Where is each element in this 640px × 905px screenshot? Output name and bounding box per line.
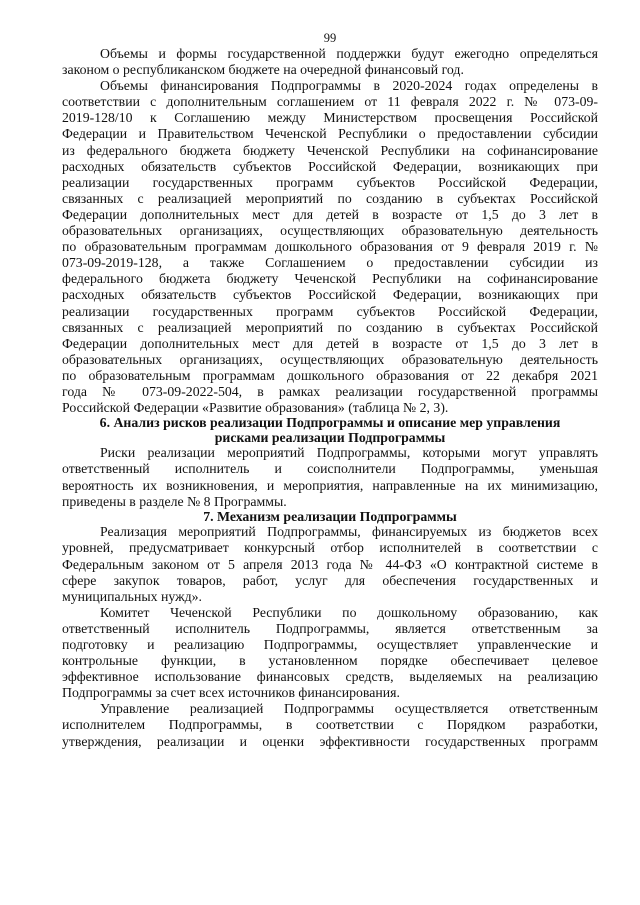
- document-body: [62, 46, 598, 750]
- paragraph-line: ответственный исполнитель и соисполнители Подпрограммы, уменьшая: [62, 461, 598, 477]
- paragraph-line: Риски реализации мероприятий Подпрограммы, которыми могут управлять: [100, 445, 598, 461]
- paragraph-line: реализации государственных программ субъектов Российской Федерации,: [62, 303, 598, 319]
- paragraph-line: уровней, предусматривает конкурсный отбор исполнителей в соответствии с: [62, 540, 598, 556]
- paragraph-line: Реализация мероприятий Подпрограммы, финансируемых из бюджетов всех: [100, 524, 598, 540]
- paragraph-line: связанных с реализацией мероприятий по созданию в субъектах Российской: [62, 190, 598, 206]
- paragraph-line: Федерации дополнительных мест для детей в возрасте от 1,5 до 3 лет в: [62, 335, 598, 351]
- paragraph-line: ответственный исполнитель Подпрограммы, является ответственным за: [62, 620, 598, 636]
- paragraph-line: Объемы финансирования Подпрограммы в 2020-2024 годах определены в: [100, 78, 598, 94]
- paragraph-line: Федерации и Правительством Чеченской Республики о предоставлении субсидии: [62, 126, 598, 142]
- paragraph: [62, 701, 598, 749]
- section-heading: [62, 510, 598, 525]
- paragraph-line: Управление реализацией Подпрограммы осуществляется ответственным: [100, 701, 598, 717]
- paragraph-line: Федеральным законом от 5 апреля 2013 года № 44-ФЗ «О контрактной системе в: [62, 556, 598, 572]
- paragraph-line: реализации государственных программ субъектов Российской Федерации,: [62, 174, 598, 190]
- paragraph: [62, 78, 598, 416]
- paragraph: [62, 524, 598, 604]
- paragraph-line: соответствии с дополнительным соглашением от 11 февраля 2022 г. № 073-09-: [62, 94, 598, 110]
- paragraph: [62, 445, 598, 509]
- paragraph-line: по образовательным программам дошкольного образования от 22 декабря 2021: [62, 367, 598, 383]
- heading-line: рисками реализации Подпрограммы: [214, 429, 446, 445]
- document-page: [62, 30, 598, 750]
- paragraph-line: по образовательным программам дошкольного образования от 9 февраля 2019 г. №: [62, 239, 598, 255]
- paragraph-line: года № 073-09-2022-504, в рамках реализации государственной программы: [62, 383, 598, 399]
- paragraph-line: приведены в разделе № 8 Программы.: [62, 493, 287, 509]
- paragraph-line: Объемы и формы государственной поддержки будут ежегодно определяться: [100, 46, 598, 61]
- section-heading: [62, 416, 598, 445]
- paragraph-line: муниципальных нужд».: [62, 588, 202, 604]
- paragraph-line: из федерального бюджета бюджету Чеченской Республики на софинансирование: [62, 142, 598, 158]
- paragraph-line: Федерации дополнительных мест для детей в возрасте от 1,5 до 3 лет в: [62, 206, 598, 222]
- paragraph-line: вероятность их возникновения, и мероприятия, направленные на их минимизацию,: [62, 477, 598, 493]
- paragraph: [62, 605, 598, 702]
- heading-line: 7. Механизм реализации Подпрограммы: [203, 508, 457, 524]
- paragraph-line: образовательных организациях, осуществляющих образовательную деятельность: [62, 351, 598, 367]
- page-number: 99: [323, 31, 337, 45]
- paragraph-line: образовательных организациях, осуществляющих образовательную деятельность: [62, 223, 598, 239]
- paragraph-line: сфере закупок товаров, работ, услуг для обеспечения государственных и: [62, 572, 598, 588]
- paragraph-line: федерального бюджета бюджету Чеченской Республики на софинансирование: [62, 271, 598, 287]
- paragraph-line: Подпрограммы за счет всех источников финансирования.: [62, 685, 400, 701]
- paragraph-line: 2019-128/10 к Соглашению между Министерством просвещения Российской: [62, 110, 598, 126]
- paragraph-line: связанных с реализацией мероприятий по созданию в субъектах Российской: [62, 319, 598, 335]
- paragraph-line: расходных обязательств субъектов Российской Федерации, возникающих при: [62, 158, 598, 174]
- paragraph-line: 073-09-2019-128, а также Соглашением о предоставлении субсидии из: [62, 255, 598, 271]
- paragraph-line: законом о республиканском бюджете на очередной финансовый год.: [62, 62, 464, 78]
- heading-line: 6. Анализ рисков реализации Подпрограммы и описание мер управления: [99, 415, 561, 431]
- paragraph-line: Российской Федерации «Развитие образования» (таблица № 2, 3).: [62, 400, 449, 416]
- paragraph-line: исполнителем Подпрограммы, в соответствии с Порядком разработки,: [62, 717, 598, 733]
- paragraph-line: Комитет Чеченской Республики по дошкольному образованию, как: [100, 604, 598, 620]
- paragraph-line: утверждения, реализации и оценки эффективности государственных программ: [62, 733, 598, 749]
- paragraph-line: расходных обязательств субъектов Российской Федерации, возникающих при: [62, 287, 598, 303]
- paragraph: [62, 46, 598, 78]
- paragraph-line: эффективное использование финансовых средств, выделяемых на реализацию: [62, 669, 598, 685]
- paragraph-line: контрольные функции, в установленном порядке обеспечивает целевое: [62, 653, 598, 669]
- paragraph-line: подготовку и реализацию Подпрограммы, осуществляет управленческие и: [62, 636, 598, 652]
